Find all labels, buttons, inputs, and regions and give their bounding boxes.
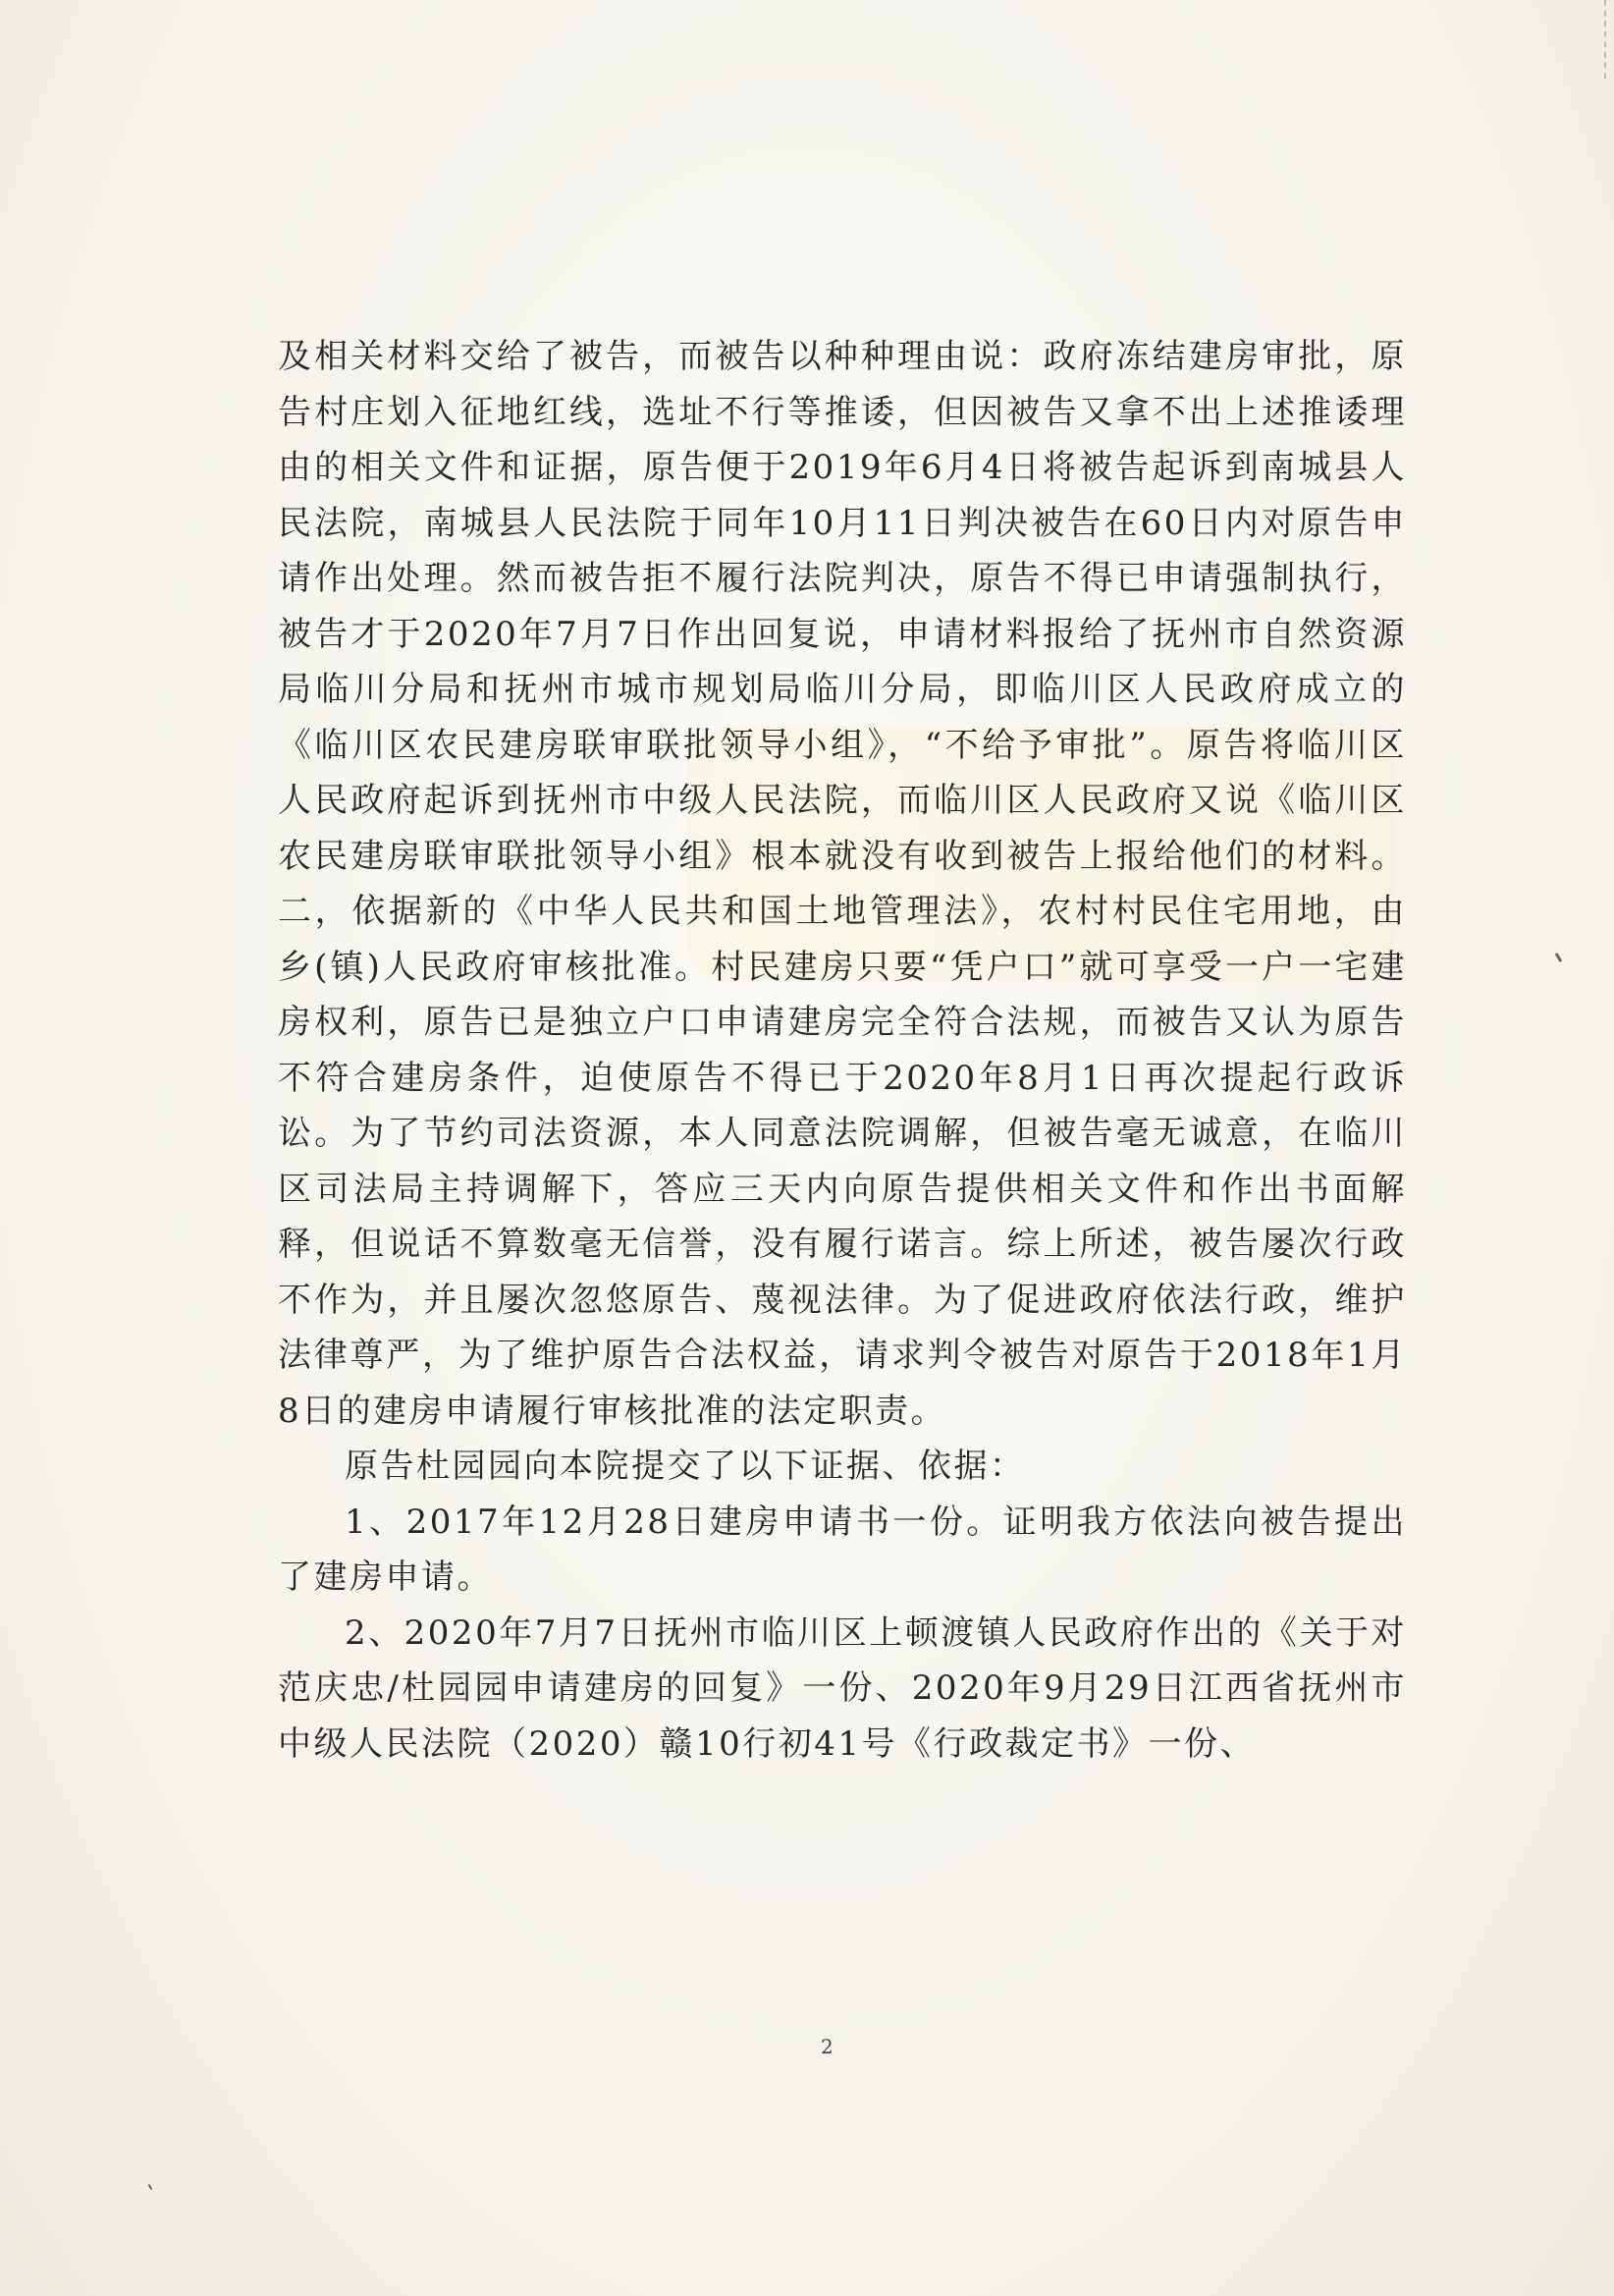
page-number: 2 bbox=[821, 2035, 834, 2058]
scan-speck bbox=[148, 2184, 153, 2190]
document-body bbox=[278, 329, 1407, 1772]
binding-edge bbox=[1588, 0, 1606, 79]
paragraph-continuation: 及相关材料交给了被告，而被告以种种理由说：政府冻结建房审批，原告村庄划入征地红线，选址不行等推诿，但因被告又拿不出上述推诿理由的相关文件和证据，原告便于2019年6月4日将被告起诉到南城县人民法院，南城县人民法院于同年10月11日判决被告在60日内对原告申请作出处理。然而被告拒不履行法院判决，原告不得已申请强制执行，被告才于2020年7月7日作出回复说，申请材料报给了抚州市自然资源局临川分局和抚州市城市规划局临川分局，即临川区人民政府成立的《临川区农民建房联审联批领导小组》，“不给予审批”。原告将临川区人民政府起诉到抚州市中级人民法院，而临川区人民政府又说《临川区农民建房联审联批领导小组》根本就没有收到被告上报给他们的材料。二，依据新的《中华人民共和国土地管理法》，农村村民住宅用地，由乡(镇)人民政府审核批准。村民建房只要“凭户口”就可享受一户一宅建房权利，原告已是独立户口申请建房完全符合法规，而被告又认为原告不符合建房条件，迫使原告不得已于2020年8月1日再次提起行政诉讼。为了节约司法资源，本人同意法院调解，但被告毫无诚意，在临川区司法局主持调解下，答应三天内向原告提供相关文件和作出书面解释，但说话不算数毫无信誉，没有履行诺言。综上所述，被告屡次行政不作为，并且屡次忽悠原告、蔑视法律。为了促进政府依法行政，维护法律尊严，为了维护原告合法权益，请求判令被告对原告于2018年1月8日的建房申请履行审核批准的法定职责。 bbox=[278, 337, 1407, 1431]
paragraph-evidence-intro: 原告杜园园向本院提交了以下证据、依据： bbox=[345, 1447, 1026, 1486]
scan-speck bbox=[1555, 953, 1563, 962]
paragraph-evidence-1: 1、2017年12月28日建房申请书一份。证明我方依法向被告提出了建房申请。 bbox=[278, 1502, 1407, 1597]
paragraph-evidence-2: 2、2020年7月7日抚州市临川区上顿渡镇人民政府作出的《关于对范庆忠/杜园园申请建房的回复》一份、2020年9月29日江西省抚州市中级人民法院（2020）赣10行初41号《行政裁定书》一份、 bbox=[278, 1613, 1407, 1764]
